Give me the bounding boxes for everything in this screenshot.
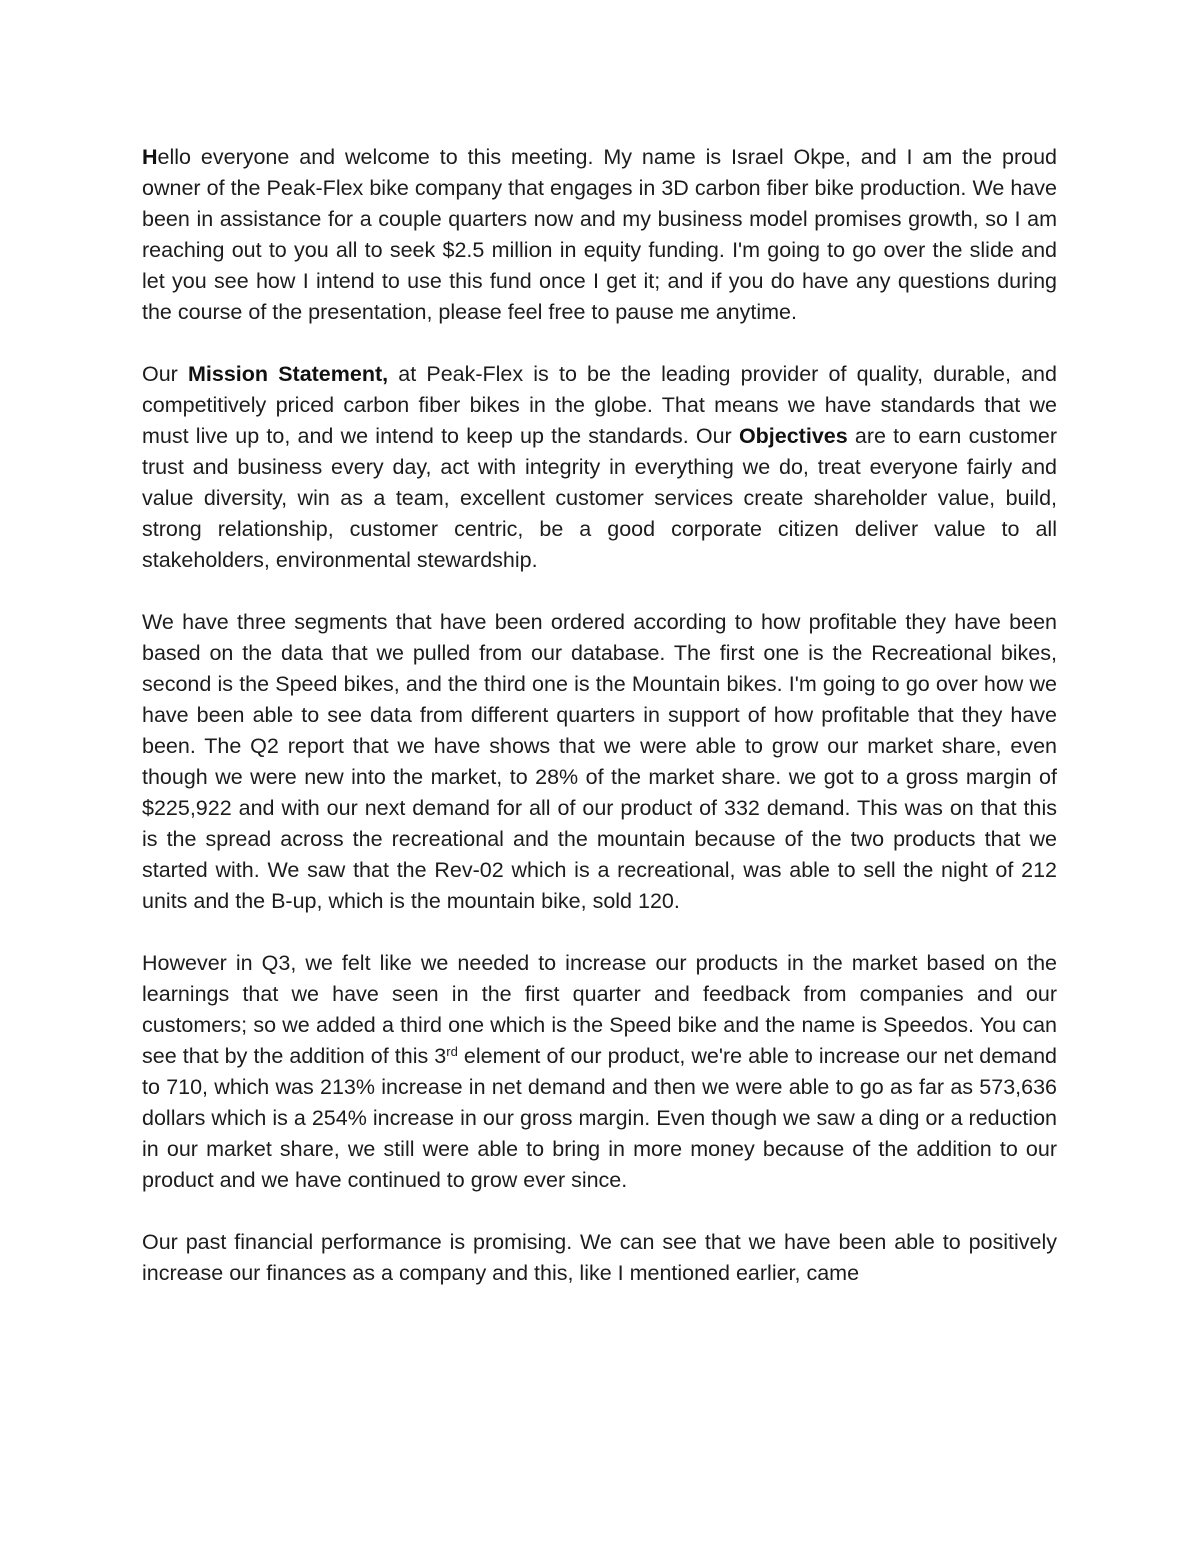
- q3-text-after: element of our product, we're able to increase our net demand to 710, which was 213% increase in net demand and then we were able to go as far as 573,636 dollars which is a 254% increase in our gross margin. Even though we saw a ding or a reduction in our market share, we still were able to bring in more money because of the addition to our product and we have continued to grow ever since.: [142, 1044, 1057, 1192]
- financial-text: Our past financial performance is promising. We can see that we have been able to positively increase our finances as a company and this, like I mentioned earlier, came: [142, 1230, 1057, 1285]
- segments-text: We have three segments that have been ordered according to how profitable they have been based on the data that we pulled from our database. The first one is the Recreational bikes, second is the Speed bikes, and the third one is the Mountain bikes. I'm going to go over how we have been able to see data from different quarters in support of how profitable that they have been. The Q2 report that we have shows that we were able to grow our market share, even though we were new into the market, to 28% of the market share. we got to a gross margin of $225,922 and with our next demand for all of our product of 332 demand. This was on that this is the spread across the recreational and the mountain because of the two products that we started with. We saw that the Rev-02 which is a recreational, was able to sell the night of 212 units and the B-up, which is the mountain bike, sold 120.: [142, 610, 1057, 913]
- drop-initial: H: [142, 145, 158, 169]
- ordinal-superscript: rd: [446, 1044, 458, 1059]
- document-body: [142, 142, 1057, 1289]
- objectives-text: are to earn customer trust and business every day, act with integrity in everything we do, treat everyone fairly and value diversity, win as a team, excellent customer services create shareholder value, build, strong relationship, customer centric, be a good corporate citizen deliver value to all stakeholders, environmental stewardship.: [142, 424, 1057, 572]
- mission-lead-text: Our: [142, 362, 188, 386]
- paragraph-mission: [142, 359, 1057, 576]
- q3-text-before: However in Q3, we felt like we needed to increase our products in the market based on the learnings that we have seen in the first quarter and feedback from companies and our customers; so we added a third one which is the Speed bike and the name is Speedos. You can see that by the addition of this 3: [142, 951, 1057, 1068]
- objectives-label: Objectives: [738, 424, 848, 448]
- paragraph-segments: [142, 607, 1057, 917]
- paragraph-financial: [142, 1227, 1057, 1289]
- mission-statement-text: at Peak-Flex is to be the leading provider of quality, durable, and competitively priced carbon fiber bikes in the globe. That means we have standards that we must live up to, and we intend to keep up the standards. Our: [142, 362, 1057, 448]
- introduction-text: ello everyone and welcome to this meeting. My name is Israel Okpe, and I am the proud owner of the Peak-Flex bike company that engages in 3D carbon fiber bike production. We have been in assistance for a couple quarters now and my business model promises growth, so I am reaching out to you all to seek $2.5 million in equity funding. I'm going to go over the slide and let you see how I intend to use this fund once I get it; and if you do have any questions during the course of the presentation, please feel free to pause me anytime.: [142, 145, 1057, 324]
- mission-statement-label: Mission Statement,: [188, 362, 389, 386]
- paragraph-introduction: [142, 142, 1057, 328]
- paragraph-q3: [142, 948, 1057, 1196]
